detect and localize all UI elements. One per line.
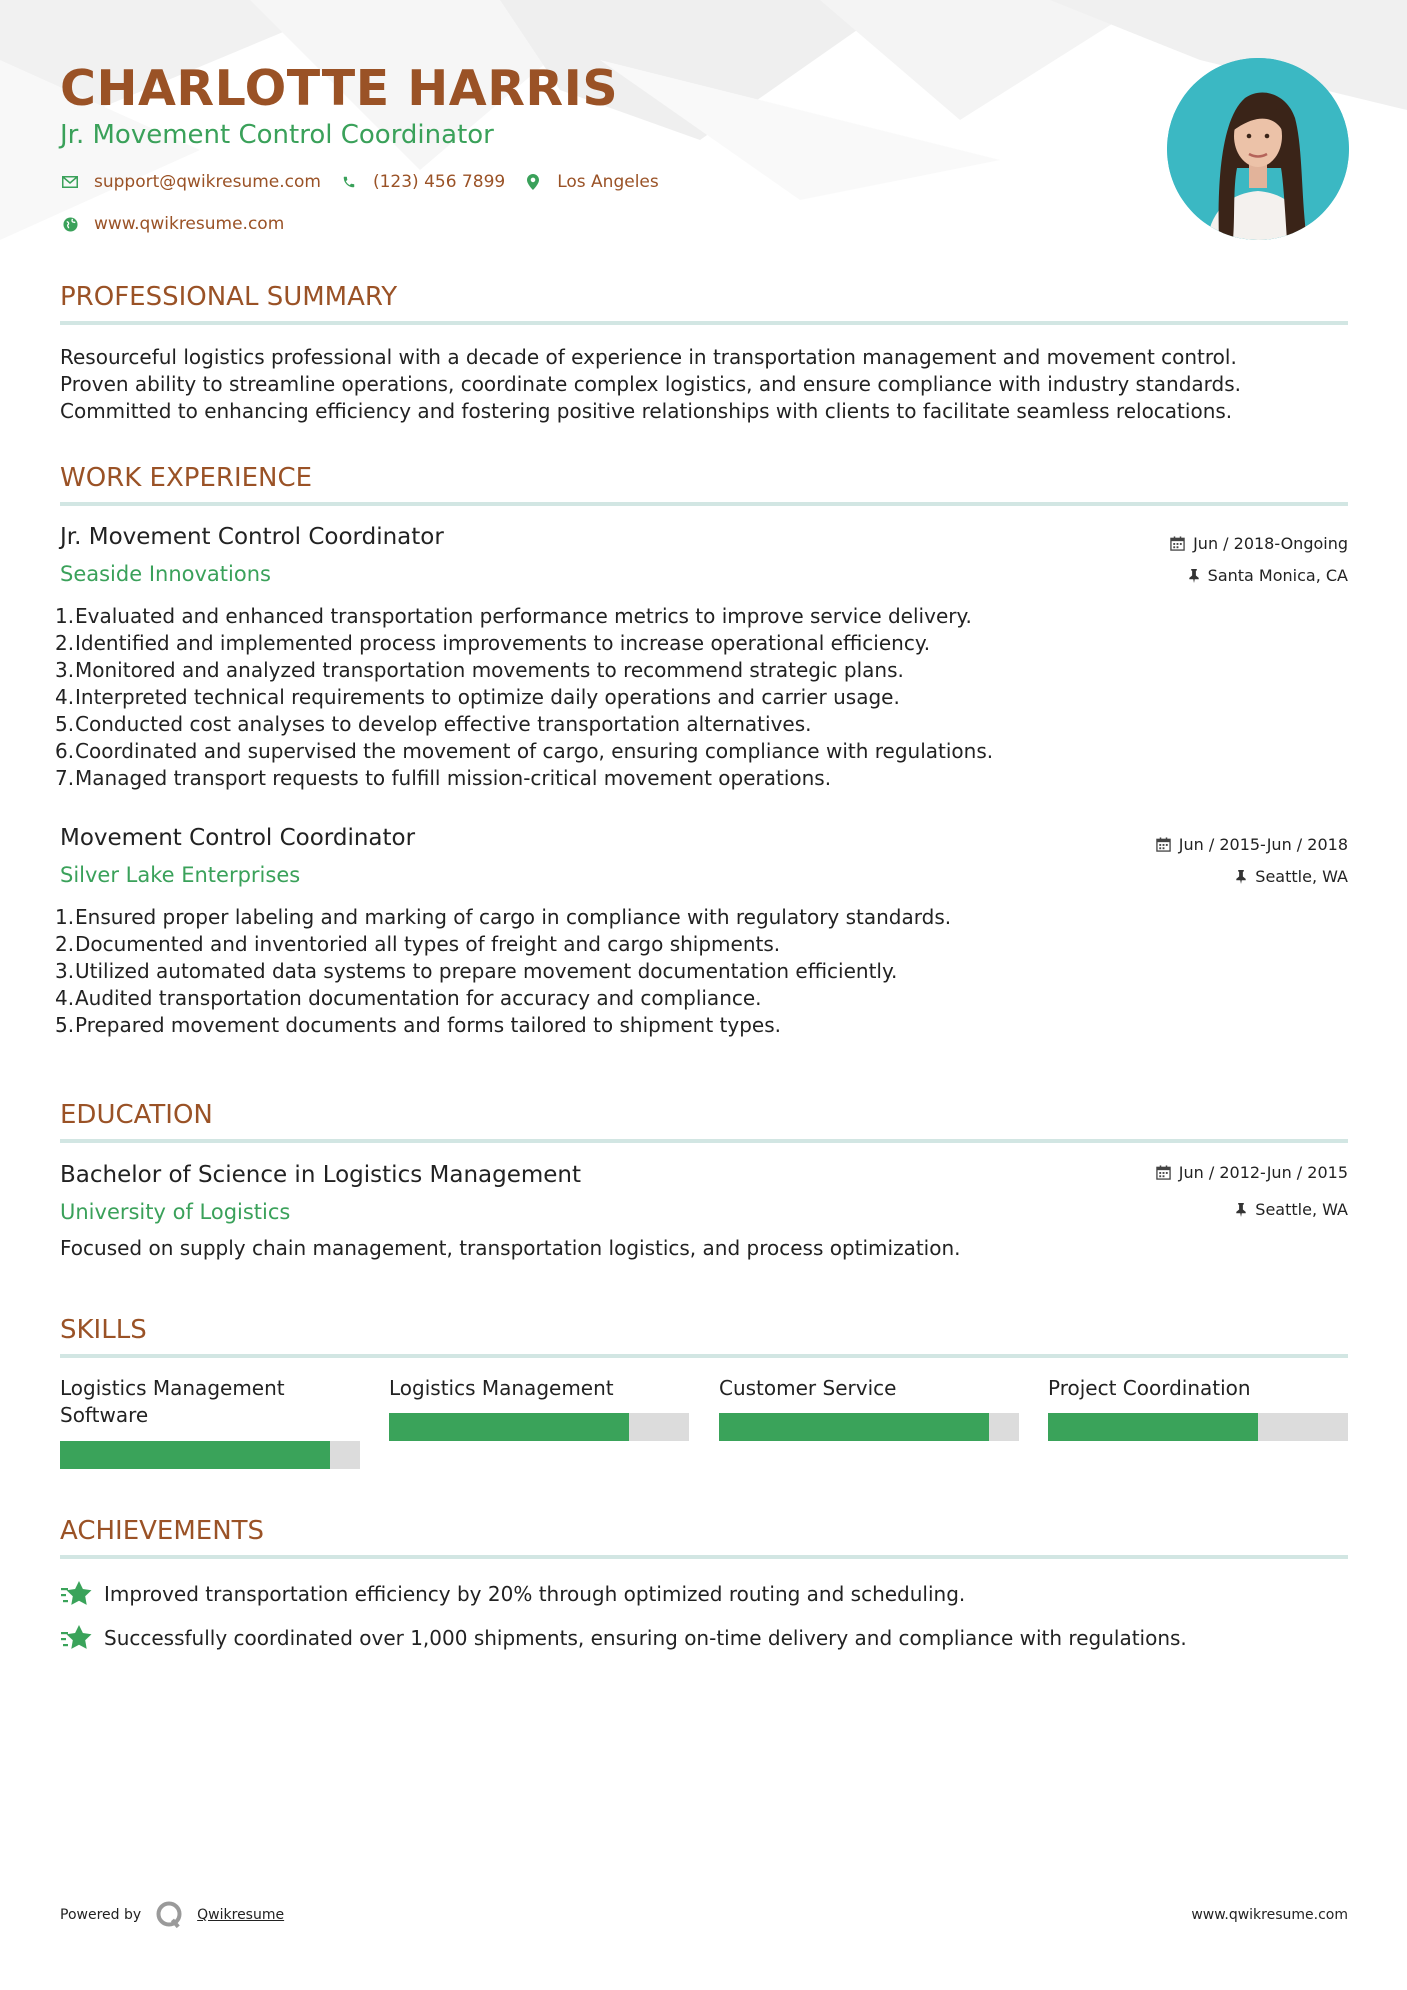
dates-text: Jun / 2018-Ongoing [1193, 534, 1348, 553]
education-place [1235, 1200, 1348, 1219]
summary-line: Proven ability to streamline operations, coordinate complex logistics, and ensure compliance with industry standards. [60, 372, 1242, 396]
job-company: Seaside Innovations [60, 562, 271, 586]
footer-website[interactable]: www.qwikresume.com [1191, 1907, 1348, 1923]
skill-bar [389, 1413, 689, 1441]
email-text: support@qwikresume.com [94, 172, 321, 192]
resume-header [0, 0, 1407, 250]
powered-by-label: Powered by [60, 1907, 142, 1923]
skill-bar-fill [60, 1441, 330, 1469]
skill-name: Logistics Management Software [60, 1376, 285, 1427]
calendar-icon [1156, 1165, 1171, 1180]
experience-heading: WORK EXPERIENCE [60, 463, 313, 493]
skill-name: Logistics Management [389, 1376, 614, 1400]
job-bullets [55, 603, 1335, 792]
place-text: Seattle, WA [1255, 1200, 1348, 1219]
contact-email[interactable] [60, 172, 321, 192]
list-item: 5. Prepared movement documents and forms tailored to shipment types. [55, 1013, 781, 1037]
section-divider [60, 1139, 1348, 1143]
job-bullets [55, 904, 1335, 1039]
list-item: 4. Audited transportation documentation for accuracy and compliance. [55, 986, 762, 1010]
globe-icon [60, 214, 80, 234]
skill-bar-fill [719, 1413, 989, 1441]
footer [60, 1900, 1348, 1930]
contact-website[interactable] [60, 214, 284, 234]
list-item: 6. Coordinated and supervised the movement of cargo, ensuring compliance with regulations. [55, 739, 994, 763]
section-divider [60, 1555, 1348, 1559]
list-item: 5. Conducted cost analyses to develop effective transportation alternatives. [55, 712, 812, 736]
candidate-title: Jr. Movement Control Coordinator [60, 120, 494, 150]
skill-bar-fill [389, 1413, 629, 1441]
phone-icon [339, 172, 359, 192]
achievement-item [60, 1622, 1187, 1654]
qwikresume-logo-icon [155, 1900, 185, 1930]
achievement-text: Improved transportation efficiency by 20% through optimized routing and scheduling. [104, 1582, 966, 1606]
list-item: 1. Ensured proper labeling and marking of cargo in compliance with regulatory standards. [55, 905, 952, 929]
achievements-heading: ACHIEVEMENTS [60, 1516, 265, 1546]
list-item: 2. Identified and implemented process improvements to increase operational efficiency. [55, 631, 931, 655]
place-text: Santa Monica, CA [1207, 566, 1348, 585]
website-text: www.qwikresume.com [94, 214, 285, 234]
summary-heading: PROFESSIONAL SUMMARY [60, 282, 398, 312]
calendar-icon [1156, 837, 1171, 852]
achievement-text: Successfully coordinated over 1,000 shipments, ensuring on-time delivery and compliance with regulations. [104, 1626, 1187, 1650]
education-degree: Bachelor of Science in Logistics Management [60, 1162, 582, 1188]
skill-bar [60, 1441, 360, 1469]
pushpin-icon [1235, 869, 1247, 884]
list-item: 4. Interpreted technical requirements to optimize daily operations and carrier usage. [55, 685, 900, 709]
map-pin-icon [523, 172, 543, 192]
star-icon [60, 1622, 92, 1654]
profile-photo [1167, 58, 1349, 240]
dates-text: Jun / 2012-Jun / 2015 [1178, 1163, 1348, 1182]
education-school: University of Logistics [60, 1200, 291, 1224]
skill-bar [1048, 1413, 1348, 1441]
place-text: Seattle, WA [1255, 867, 1348, 886]
list-item: 3. Monitored and analyzed transportation movements to recommend strategic plans. [55, 658, 904, 682]
skills-heading: SKILLS [60, 1315, 147, 1345]
skill-item [719, 1375, 1019, 1402]
contact-location [523, 172, 659, 192]
qwikresume-link[interactable]: Qwikresume [197, 1907, 285, 1923]
job-dates [1170, 534, 1348, 553]
achievement-item [60, 1578, 965, 1610]
skill-item [60, 1375, 360, 1429]
list-item: 1. Evaluated and enhanced transportation performance metrics to improve service delivery. [55, 604, 972, 628]
education-heading: EDUCATION [60, 1100, 213, 1130]
job-place [1188, 566, 1348, 585]
list-item: 2. Documented and inventoried all types of freight and cargo shipments. [55, 932, 781, 956]
list-item: 7. Managed transport requests to fulfill mission-critical movement operations. [55, 766, 832, 790]
job-dates [1156, 835, 1348, 854]
job-company: Silver Lake Enterprises [60, 863, 301, 887]
dates-text: Jun / 2015-Jun / 2018 [1178, 835, 1348, 854]
contact-phone[interactable] [339, 172, 505, 192]
skill-bar-fill [1048, 1413, 1258, 1441]
section-divider [60, 502, 1348, 506]
section-divider [60, 1354, 1348, 1358]
envelope-icon [60, 172, 80, 192]
list-item: 3. Utilized automated data systems to prepare movement documentation efficiently. [55, 959, 898, 983]
skill-name: Customer Service [719, 1376, 897, 1400]
job-place [1235, 867, 1348, 886]
location-text: Los Angeles [557, 172, 659, 192]
summary-line: Committed to enhancing efficiency and fostering positive relationships with clients to facilitate seamless relocations. [60, 399, 1233, 423]
skill-item [1048, 1375, 1348, 1402]
pushpin-icon [1188, 568, 1200, 583]
education-description: Focused on supply chain management, transportation logistics, and process optimization. [60, 1236, 961, 1260]
summary-text [60, 344, 1350, 425]
job-role: Jr. Movement Control Coordinator [60, 524, 444, 550]
candidate-name: CHARLOTTE HARRIS [60, 60, 619, 117]
education-dates [1156, 1163, 1348, 1182]
phone-text: (123) 456 7899 [372, 172, 506, 192]
star-icon [60, 1578, 92, 1610]
section-divider [60, 321, 1348, 325]
contact-row-website [60, 214, 302, 234]
pushpin-icon [1235, 1202, 1247, 1217]
skill-item [389, 1375, 689, 1402]
job-role: Movement Control Coordinator [60, 825, 416, 851]
skill-bar [719, 1413, 1019, 1441]
calendar-icon [1170, 536, 1185, 551]
skill-name: Project Coordination [1048, 1376, 1251, 1400]
summary-line: Resourceful logistics professional with a decade of experience in transportation management and movement control. [60, 345, 1237, 369]
contact-row [60, 172, 677, 192]
